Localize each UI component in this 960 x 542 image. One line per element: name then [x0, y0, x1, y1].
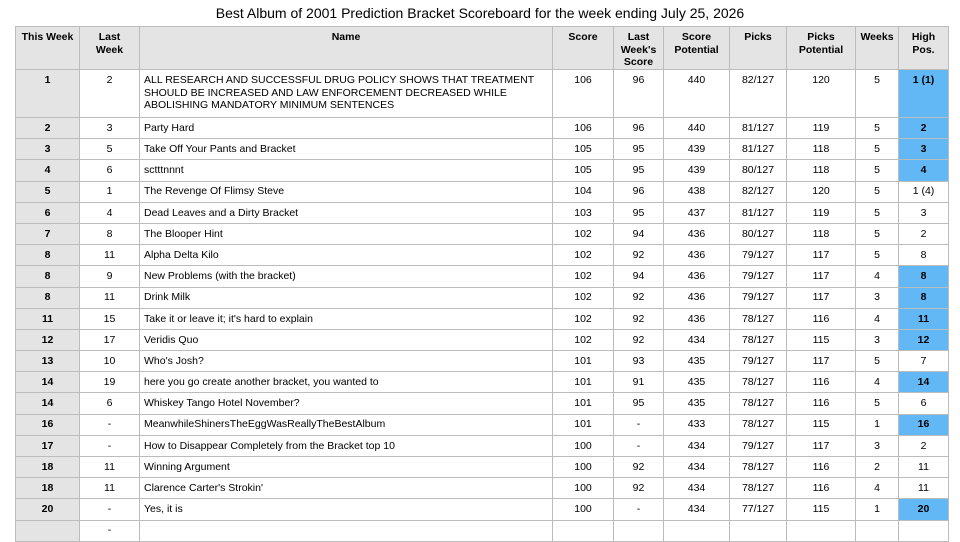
name-cell: New Problems (with the bracket) [140, 266, 553, 287]
table-row [16, 223, 949, 244]
high-pos-cell: 16 [899, 414, 949, 435]
score-potential-cell: 439 [664, 160, 730, 181]
header-last-weeks-score[interactable]: Last Week's Score [614, 27, 664, 70]
header-picks[interactable]: Picks [730, 27, 787, 70]
name-cell: Winning Argument [140, 457, 553, 478]
weeks-cell [856, 520, 899, 541]
last-week-cell: 11 [80, 457, 140, 478]
name-cell: Veridis Quo [140, 329, 553, 350]
table-row [16, 372, 949, 393]
picks-cell [730, 520, 787, 541]
name-cell: Take it or leave it; it's hard to explain [140, 308, 553, 329]
rank-cell: 7 [16, 223, 80, 244]
rank-cell: 8 [16, 245, 80, 266]
table-body [16, 70, 949, 542]
score-potential-cell: 438 [664, 181, 730, 202]
last-week-cell: 4 [80, 202, 140, 223]
picks-potential-cell: 120 [787, 181, 856, 202]
score-cell: 102 [553, 245, 614, 266]
picks-potential-cell: 117 [787, 287, 856, 308]
last-score-cell: 92 [614, 457, 664, 478]
picks-cell: 78/127 [730, 478, 787, 499]
score-potential-cell: 436 [664, 266, 730, 287]
name-cell: Clarence Carter's Strokin' [140, 478, 553, 499]
picks-cell: 82/127 [730, 181, 787, 202]
weeks-cell: 5 [856, 139, 899, 160]
last-score-cell: 93 [614, 351, 664, 372]
header-weeks[interactable]: Weeks [856, 27, 899, 70]
last-score-cell: 91 [614, 372, 664, 393]
rank-cell: 8 [16, 287, 80, 308]
score-cell: 101 [553, 393, 614, 414]
table-row [16, 308, 949, 329]
weeks-cell: 5 [856, 202, 899, 223]
picks-cell: 78/127 [730, 308, 787, 329]
page-title: Best Album of 2001 Prediction Bracket Scoreboard for the week ending July 25, 2026 [215, 5, 745, 21]
last-week-cell: 15 [80, 308, 140, 329]
picks-cell: 81/127 [730, 118, 787, 139]
last-week-cell: 2 [80, 70, 140, 118]
picks-cell: 79/127 [730, 245, 787, 266]
rank-cell: 18 [16, 457, 80, 478]
score-potential-cell: 434 [664, 478, 730, 499]
score-potential-cell: 435 [664, 351, 730, 372]
last-week-cell: - [80, 499, 140, 520]
last-week-cell: - [80, 435, 140, 456]
score-cell: 101 [553, 372, 614, 393]
score-cell: 104 [553, 181, 614, 202]
picks-cell: 79/127 [730, 351, 787, 372]
picks-potential-cell: 116 [787, 308, 856, 329]
last-week-cell: - [80, 414, 140, 435]
last-score-cell [614, 520, 664, 541]
table-row [16, 414, 949, 435]
rank-cell: 3 [16, 139, 80, 160]
score-cell: 100 [553, 435, 614, 456]
table-header [16, 27, 949, 70]
last-week-cell: 11 [80, 287, 140, 308]
picks-potential-cell: 117 [787, 351, 856, 372]
score-cell: 102 [553, 266, 614, 287]
weeks-cell: 3 [856, 287, 899, 308]
weeks-cell: 5 [856, 181, 899, 202]
table-row [16, 351, 949, 372]
table-row [16, 393, 949, 414]
rank-cell: 4 [16, 160, 80, 181]
score-cell: 102 [553, 223, 614, 244]
last-score-cell: 92 [614, 287, 664, 308]
high-pos-cell: 1 (1) [899, 70, 949, 118]
high-pos-cell: 11 [899, 478, 949, 499]
score-cell: 102 [553, 308, 614, 329]
name-cell [140, 520, 553, 541]
last-score-cell: 94 [614, 223, 664, 244]
table-row [16, 520, 949, 541]
high-pos-cell: 8 [899, 266, 949, 287]
name-cell: The Revenge Of Flimsy Steve [140, 181, 553, 202]
score-potential-cell: 434 [664, 435, 730, 456]
score-potential-cell: 437 [664, 202, 730, 223]
high-pos-cell: 4 [899, 160, 949, 181]
last-week-cell: 6 [80, 393, 140, 414]
picks-cell: 80/127 [730, 223, 787, 244]
high-pos-cell: 7 [899, 351, 949, 372]
header-last-week[interactable]: Last Week [80, 27, 140, 70]
rank-cell [16, 520, 80, 541]
score-potential-cell: 434 [664, 329, 730, 350]
rank-cell: 14 [16, 393, 80, 414]
rank-cell: 5 [16, 181, 80, 202]
score-cell: 102 [553, 329, 614, 350]
high-pos-cell [899, 520, 949, 541]
picks-potential-cell: 116 [787, 457, 856, 478]
score-cell: 100 [553, 499, 614, 520]
last-week-cell: 17 [80, 329, 140, 350]
name-cell: Party Hard [140, 118, 553, 139]
header-this-week[interactable]: This Week [16, 27, 80, 70]
name-cell: here you go create another bracket, you wanted to [140, 372, 553, 393]
score-potential-cell: 439 [664, 139, 730, 160]
high-pos-cell: 14 [899, 372, 949, 393]
high-pos-cell: 2 [899, 223, 949, 244]
picks-cell: 81/127 [730, 139, 787, 160]
score-potential-cell: 435 [664, 372, 730, 393]
score-cell: 105 [553, 160, 614, 181]
last-score-cell: 94 [614, 266, 664, 287]
picks-potential-cell: 115 [787, 499, 856, 520]
rank-cell: 14 [16, 372, 80, 393]
picks-potential-cell: 115 [787, 329, 856, 350]
score-cell: 101 [553, 351, 614, 372]
name-cell: Take Off Your Pants and Bracket [140, 139, 553, 160]
table-row [16, 435, 949, 456]
picks-potential-cell [787, 520, 856, 541]
picks-potential-cell: 116 [787, 393, 856, 414]
rank-cell: 1 [16, 70, 80, 118]
table-row [16, 70, 949, 118]
last-week-cell: 19 [80, 372, 140, 393]
last-week-cell: 5 [80, 139, 140, 160]
name-cell: How to Disappear Completely from the Bracket top 10 [140, 435, 553, 456]
picks-potential-cell: 115 [787, 414, 856, 435]
picks-potential-cell: 118 [787, 139, 856, 160]
picks-potential-cell: 119 [787, 118, 856, 139]
picks-cell: 79/127 [730, 435, 787, 456]
picks-potential-cell: 117 [787, 435, 856, 456]
last-score-cell: 96 [614, 70, 664, 118]
weeks-cell: 1 [856, 499, 899, 520]
header-score-potential[interactable]: Score Potential [664, 27, 730, 70]
name-cell: Drink Milk [140, 287, 553, 308]
table-row [16, 266, 949, 287]
last-score-cell: 95 [614, 139, 664, 160]
name-cell: sctttnnnt [140, 160, 553, 181]
weeks-cell: 5 [856, 118, 899, 139]
picks-cell: 78/127 [730, 457, 787, 478]
picks-cell: 78/127 [730, 393, 787, 414]
weeks-cell: 4 [856, 266, 899, 287]
picks-cell: 81/127 [730, 202, 787, 223]
last-score-cell: 96 [614, 181, 664, 202]
name-cell: The Blooper Hint [140, 223, 553, 244]
rank-cell: 8 [16, 266, 80, 287]
weeks-cell: 5 [856, 160, 899, 181]
last-week-cell: 9 [80, 266, 140, 287]
header-score[interactable]: Score [553, 27, 614, 70]
weeks-cell: 5 [856, 70, 899, 118]
rank-cell: 13 [16, 351, 80, 372]
weeks-cell: 4 [856, 308, 899, 329]
last-score-cell: - [614, 435, 664, 456]
weeks-cell: 5 [856, 245, 899, 266]
rank-cell: 11 [16, 308, 80, 329]
rank-cell: 2 [16, 118, 80, 139]
last-week-cell: 1 [80, 181, 140, 202]
picks-potential-cell: 116 [787, 372, 856, 393]
score-cell: 103 [553, 202, 614, 223]
header-row [16, 27, 949, 70]
high-pos-cell: 8 [899, 245, 949, 266]
header-high-pos[interactable]: High Pos. [899, 27, 949, 70]
header-name[interactable]: Name [140, 27, 553, 70]
name-cell: ALL RESEARCH AND SUCCESSFUL DRUG POLICY SHOWS THAT TREATMENT SHOULD BE INCREASED AND LAW ENFORCEMENT DECREASED WHILE ABOLISHING MANDATORY MINIMUM SENTENCES [140, 70, 553, 118]
name-cell: Dead Leaves and a Dirty Bracket [140, 202, 553, 223]
table-row [16, 287, 949, 308]
weeks-cell: 1 [856, 414, 899, 435]
header-picks-potential[interactable]: Picks Potential [787, 27, 856, 70]
weeks-cell: 3 [856, 329, 899, 350]
high-pos-cell: 2 [899, 118, 949, 139]
picks-potential-cell: 117 [787, 245, 856, 266]
last-week-cell: 11 [80, 478, 140, 499]
score-cell: 105 [553, 139, 614, 160]
high-pos-cell: 11 [899, 457, 949, 478]
last-score-cell: 92 [614, 245, 664, 266]
picks-cell: 78/127 [730, 414, 787, 435]
picks-cell: 77/127 [730, 499, 787, 520]
picks-cell: 78/127 [730, 372, 787, 393]
score-potential-cell: 440 [664, 118, 730, 139]
score-potential-cell [664, 520, 730, 541]
rank-cell: 16 [16, 414, 80, 435]
score-cell: 101 [553, 414, 614, 435]
table-row [16, 118, 949, 139]
picks-potential-cell: 118 [787, 160, 856, 181]
picks-cell: 80/127 [730, 160, 787, 181]
score-potential-cell: 436 [664, 245, 730, 266]
rank-cell: 17 [16, 435, 80, 456]
high-pos-cell: 3 [899, 139, 949, 160]
table-row [16, 139, 949, 160]
high-pos-cell: 1 (4) [899, 181, 949, 202]
high-pos-cell: 2 [899, 435, 949, 456]
weeks-cell: 3 [856, 435, 899, 456]
weeks-cell: 5 [856, 393, 899, 414]
last-score-cell: - [614, 414, 664, 435]
last-week-cell: - [80, 520, 140, 541]
rank-cell: 6 [16, 202, 80, 223]
table-row [16, 245, 949, 266]
table-row [16, 478, 949, 499]
name-cell: MeanwhileShinersTheEggWasReallyTheBestAlbum [140, 414, 553, 435]
score-cell: 100 [553, 478, 614, 499]
last-score-cell: 95 [614, 160, 664, 181]
table-row [16, 457, 949, 478]
score-potential-cell: 434 [664, 457, 730, 478]
table-row [16, 499, 949, 520]
last-score-cell: 92 [614, 478, 664, 499]
picks-potential-cell: 117 [787, 266, 856, 287]
rank-cell: 12 [16, 329, 80, 350]
table-row [16, 181, 949, 202]
score-cell: 102 [553, 287, 614, 308]
last-week-cell: 3 [80, 118, 140, 139]
high-pos-cell: 3 [899, 202, 949, 223]
score-potential-cell: 433 [664, 414, 730, 435]
score-cell: 100 [553, 457, 614, 478]
picks-potential-cell: 116 [787, 478, 856, 499]
weeks-cell: 4 [856, 372, 899, 393]
weeks-cell: 5 [856, 351, 899, 372]
last-score-cell: 95 [614, 202, 664, 223]
score-potential-cell: 436 [664, 287, 730, 308]
rank-cell: 18 [16, 478, 80, 499]
name-cell: Whiskey Tango Hotel November? [140, 393, 553, 414]
last-score-cell: - [614, 499, 664, 520]
high-pos-cell: 12 [899, 329, 949, 350]
score-cell [553, 520, 614, 541]
name-cell: Yes, it is [140, 499, 553, 520]
high-pos-cell: 8 [899, 287, 949, 308]
last-week-cell: 6 [80, 160, 140, 181]
name-cell: Who's Josh? [140, 351, 553, 372]
table-row [16, 160, 949, 181]
last-score-cell: 95 [614, 393, 664, 414]
score-potential-cell: 434 [664, 499, 730, 520]
picks-potential-cell: 119 [787, 202, 856, 223]
picks-cell: 78/127 [730, 329, 787, 350]
scoreboard-table [15, 26, 949, 542]
last-score-cell: 92 [614, 329, 664, 350]
picks-cell: 79/127 [730, 266, 787, 287]
score-potential-cell: 436 [664, 223, 730, 244]
picks-cell: 79/127 [730, 287, 787, 308]
table-row [16, 202, 949, 223]
picks-potential-cell: 118 [787, 223, 856, 244]
last-week-cell: 10 [80, 351, 140, 372]
high-pos-cell: 11 [899, 308, 949, 329]
weeks-cell: 4 [856, 478, 899, 499]
score-cell: 106 [553, 70, 614, 118]
name-cell: Alpha Delta Kilo [140, 245, 553, 266]
weeks-cell: 5 [856, 223, 899, 244]
weeks-cell: 2 [856, 457, 899, 478]
table-row [16, 329, 949, 350]
score-potential-cell: 436 [664, 308, 730, 329]
picks-potential-cell: 120 [787, 70, 856, 118]
high-pos-cell: 20 [899, 499, 949, 520]
last-score-cell: 92 [614, 308, 664, 329]
score-potential-cell: 440 [664, 70, 730, 118]
score-cell: 106 [553, 118, 614, 139]
last-score-cell: 96 [614, 118, 664, 139]
score-potential-cell: 435 [664, 393, 730, 414]
picks-cell: 82/127 [730, 70, 787, 118]
last-week-cell: 8 [80, 223, 140, 244]
high-pos-cell: 6 [899, 393, 949, 414]
last-week-cell: 11 [80, 245, 140, 266]
rank-cell: 20 [16, 499, 80, 520]
